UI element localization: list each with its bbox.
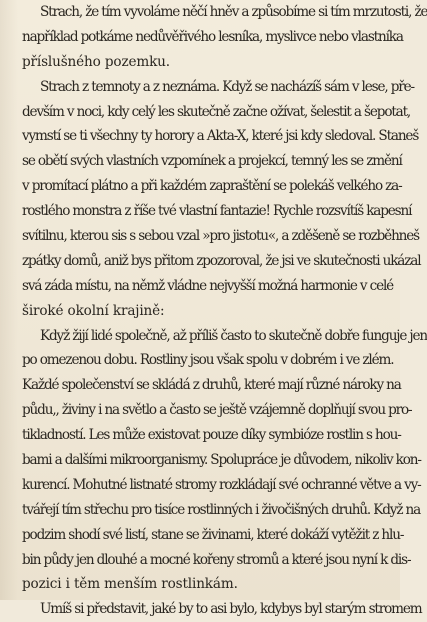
text-line: v promítací plátno a při každém zapraštění se polekáš velkého za- — [22, 178, 402, 195]
text-line: podzim shodí své listí, stane se živinami, které dokáží vytěžit z hlu- — [22, 526, 404, 543]
paragraph — [22, 597, 422, 622]
text-line: zpátky domů, aniž bys přitom zpozoroval, že jsi ve skutečnosti ukázal — [22, 252, 421, 269]
text-line: široké okolní krajině: — [22, 302, 165, 319]
text-line: pozici i těm menším rostlinkám. — [22, 576, 238, 593]
text-line: svá záda místu, na němž vládne nejvyšší možná harmonie v celé — [22, 277, 394, 294]
text-line: tikladností. Les může existovat pouze díky symbióze rostlin s hou- — [22, 427, 401, 444]
text-line: rostlého monstra z říše tvé vlastní fantazie! Rychle rozsvítíš kapesní — [22, 203, 412, 220]
text-line: Když žijí lidé společně, až příliš často to skutečně dobře funguje jen — [40, 327, 427, 344]
text-line: kurencí. Mohutné listnaté stromy rozkládají své ochranné větve a vy- — [22, 476, 421, 493]
text-line: se obětí svých vlastních vzpomínek a projekcí, temný les se změní — [22, 153, 402, 170]
text-line: bami a dalšími mikroorganismy. Spolupráce je důvodem, nikoliv kon- — [22, 452, 421, 469]
text-line: příslušného pozemku. — [22, 53, 170, 70]
text-line: například potkáme nedůvěřivého lesníka, myslivce nebo vlastníka — [22, 28, 403, 45]
text-line: vymstí se ti všechny ty horory a Akta-X, které jsi kdy sledoval. Staneš — [22, 128, 419, 145]
text-line: svítilnu, kterou sis s sebou vzal »pro jistotu«, a zděšeně se rozběhneš — [22, 228, 420, 245]
text-line: Strach, že tím vyvoláme něčí hněv a způsobíme si tím mrzutosti, že — [40, 4, 427, 20]
text-line: devším v noci, kdy celý les skutečně začne ožívat, šelestit a šepotat, — [22, 103, 411, 120]
text-line: tvářejí tím střechu pro tisíce rostlinných i živočišných druhů. Když na — [22, 501, 421, 518]
paragraph — [22, 324, 427, 598]
text-line: Každé společenství se skládá z druhů, které mají různé nároky na — [22, 377, 401, 394]
text-line: po omezenou dobu. Rostliny jsou však spolu v dobrém i ve zlém. — [22, 352, 394, 369]
body-text — [22, 0, 427, 622]
paragraph — [22, 75, 421, 324]
text-line: Umíš si představit, jaké by to asi bylo, kdybys byl starým stromem — [40, 601, 422, 618]
text-line: bin půdy jen dlouhé a mocné kořeny stromů a které jsou nyní k dis- — [22, 551, 411, 568]
paragraph — [22, 0, 427, 75]
text-line: Strach z temnoty a z neznáma. Když se nacházíš sám v lese, pře- — [40, 78, 414, 95]
text-line: půdu,, živiny i na světlo a často se ještě vzájemně doplňují svou pro- — [22, 402, 412, 419]
